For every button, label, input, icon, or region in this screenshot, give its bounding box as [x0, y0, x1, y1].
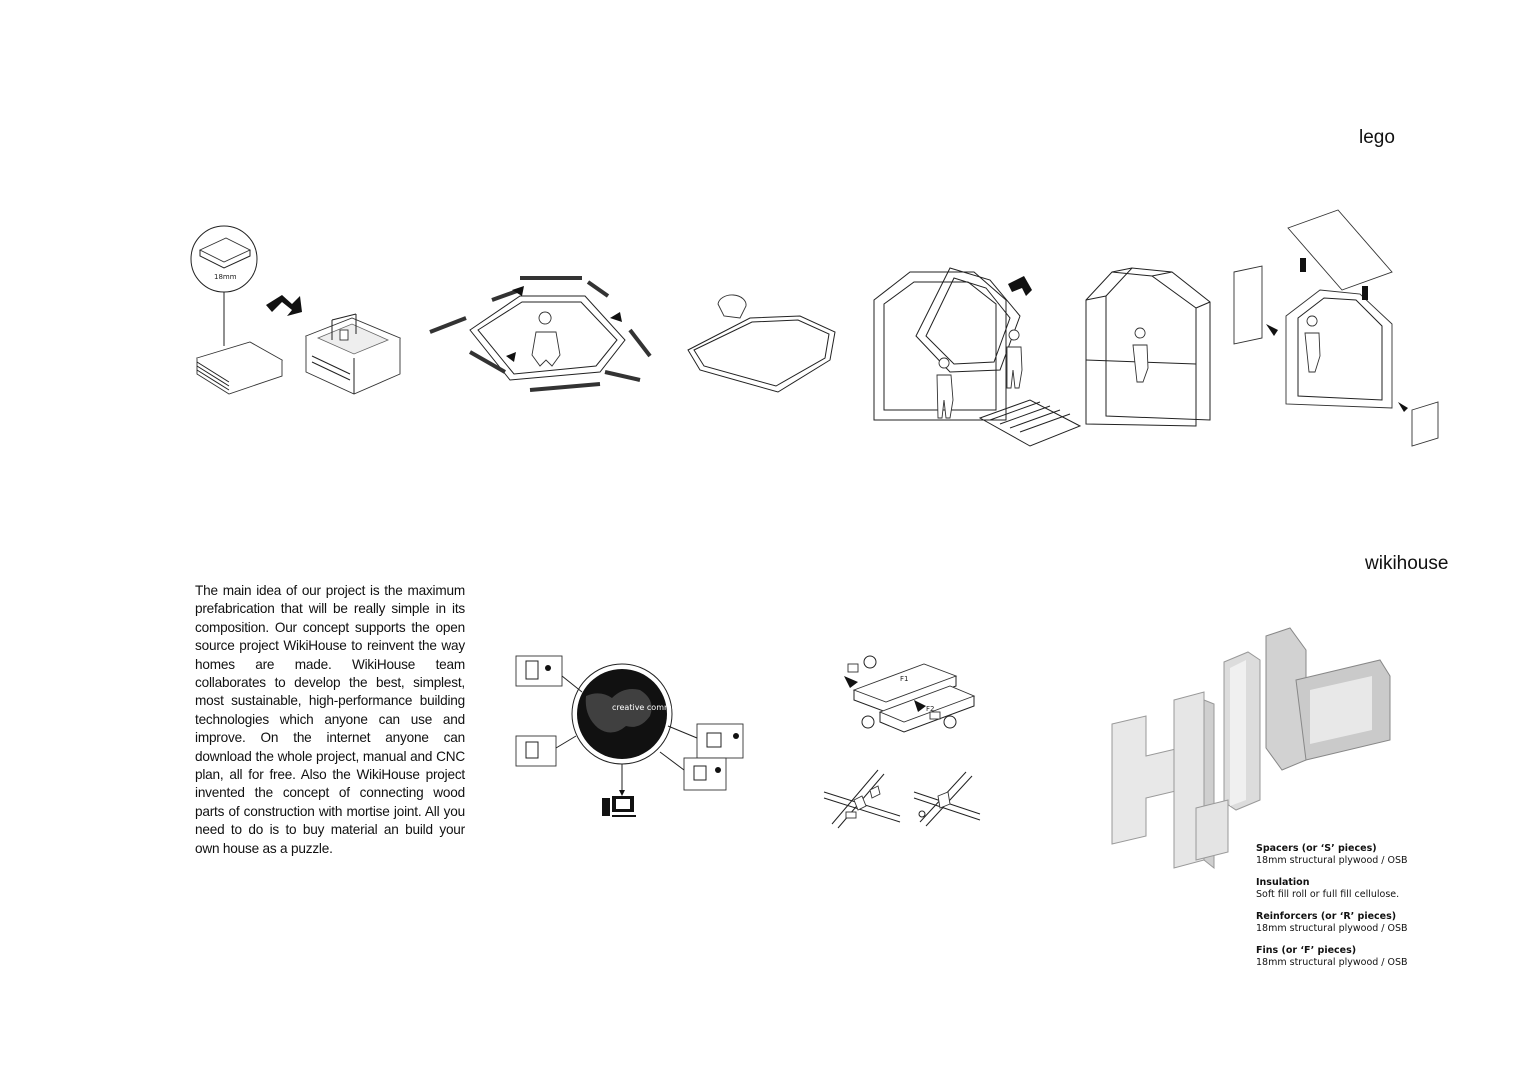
wikihouse-component-exploded [1112, 628, 1390, 868]
slot-joint-detail-right [914, 772, 980, 826]
legend-desc: 18mm structural plywood / OSB [1256, 923, 1408, 934]
joint-detail [844, 656, 974, 732]
legend-title: Reinforcers (or ‘R’ pieces) [1256, 911, 1397, 922]
document-icon [697, 724, 743, 758]
legend-item-fins [1256, 945, 1476, 969]
raised-frames [874, 268, 1080, 446]
legend-item-reinforcers [1256, 911, 1476, 935]
fin-label-f1: F1 [900, 675, 909, 683]
legend-title: Fins (or ‘F’ pieces) [1256, 945, 1357, 956]
legend [1256, 843, 1476, 969]
exploded-house [1234, 210, 1438, 446]
fin-label-f2: F2 [926, 705, 935, 713]
material-sheet-stack [191, 226, 282, 394]
cnc-machine [306, 314, 400, 394]
cut-parts-layout [430, 278, 650, 390]
arrow-icon [266, 295, 302, 316]
document-icon [684, 758, 726, 790]
person-icon [733, 733, 739, 739]
computer-icon [602, 798, 610, 816]
network-diagram [516, 656, 743, 816]
project-description: The main idea of our project is the maximum prefabrication that will be really simple in its composition. Our concept supports the open source project WikiHouse to reinvent the way homes are made. WikiHouse team collaborates to develop the best, simplest, most sustainable, high-performance building technologies which anyone can use and improve. On the internet anyone can download the whole project, manual and CNC plan, all for free. Also the WikiHouse project invented the concept of connecting wood parts of construction with mortise joint. All you need to do is to buy material an build your own house as a puzzle. [195, 583, 465, 856]
full-frame-structure [1086, 268, 1210, 426]
person-icon [715, 767, 721, 773]
document-icon [516, 736, 556, 766]
legend-title: Insulation [1256, 877, 1310, 888]
person-icon [545, 665, 551, 671]
creative-commons-logo: creative commons [612, 703, 686, 712]
document-icon [516, 656, 562, 686]
legend-item-insulation [1256, 877, 1476, 901]
frame-outline [688, 295, 835, 392]
legend-desc: 18mm structural plywood / OSB [1256, 957, 1408, 968]
slot-joint-detail-left [824, 770, 900, 828]
legend-item-spacers [1256, 843, 1476, 867]
legend-desc: 18mm structural plywood / OSB [1256, 855, 1408, 866]
legend-desc: Soft fill roll or full fill cellulose. [1256, 889, 1400, 900]
legend-title: Spacers (or ‘S’ pieces) [1256, 843, 1377, 854]
thickness-label: 18mm [214, 273, 237, 281]
lego-heading: lego [1359, 127, 1395, 148]
wikihouse-heading: wikihouse [1365, 553, 1449, 574]
